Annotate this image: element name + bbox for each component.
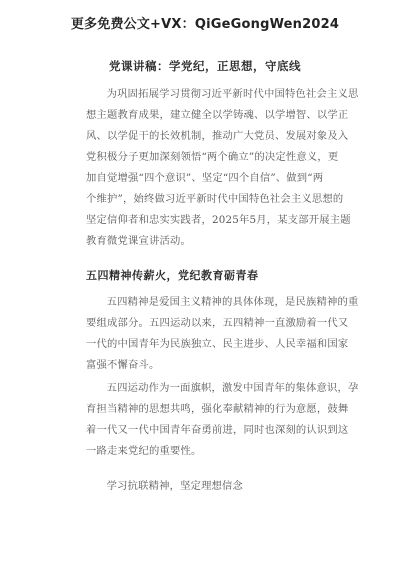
paragraph-wusi-movement (86, 378, 359, 462)
intro-line: 教育微党课宣讲活动。 (86, 235, 191, 247)
paragraph-wusi-spirit (86, 292, 359, 376)
intro-line: 想主题教育成果，建立健全以学铸魂、以学增智、以学正 (86, 109, 349, 121)
intro-line: 加自觉增强“四个意识”、坚定“四个自信”、做到“两 (86, 172, 324, 184)
intro-line: 党积极分子更加深刻领悟“两个确立”的决定性意义，更 (86, 151, 339, 163)
intro-line: 为巩固拓展学习贯彻习近平新时代中国特色社会主义思 (106, 88, 359, 100)
intro-line: 坚定信仰者和忠实实践者，2025年5月，某支部开展主题 (86, 214, 351, 226)
document-title: 党课讲稿：学党纪，正思想，守底线 (109, 59, 301, 73)
paragraph-line: 一代的中国青年为民族独立、民主进步、人民幸福和国家 (86, 338, 349, 350)
paragraph-line: 着一代又一代中国青年奋勇前进，同时也深刻的认识到这 (86, 424, 349, 436)
paragraph-line: 育担当精神的思想共鸣，强化奉献精神的行为意愿，鼓舞 (86, 403, 349, 415)
paragraph-kanglian (86, 476, 350, 497)
paragraph-line: 五四精神是爱国主义精神的具体体现，是民族精神的重 (106, 296, 359, 308)
paragraph-line: 五四运动作为一面旗帜，激发中国青年的集体意识，孕 (106, 382, 359, 394)
intro-line: 风、以学促干的长效机制，推动广大党员、发展对象及入 (86, 130, 349, 142)
intro-paragraph (86, 84, 359, 252)
paragraph-line: 学习抗联精神，坚定理想信念 (106, 480, 244, 492)
paragraph-line: 要组成部分。五四运动以来，五四精神一直激励着一代又 (86, 317, 349, 329)
paragraph-line: 富强不懈奋斗。 (86, 359, 160, 371)
header-banner: 更多免费公文+VX：QiGeGongWen2024 (70, 17, 340, 32)
section-heading: 五四精神传薪火，党纪教育砺青春 (86, 269, 259, 282)
intro-line: 个维护”，始终做习近平新时代中国特色社会主义思想的 (86, 193, 344, 205)
paragraph-line: 一路走来党纪的重要性。 (86, 445, 202, 457)
